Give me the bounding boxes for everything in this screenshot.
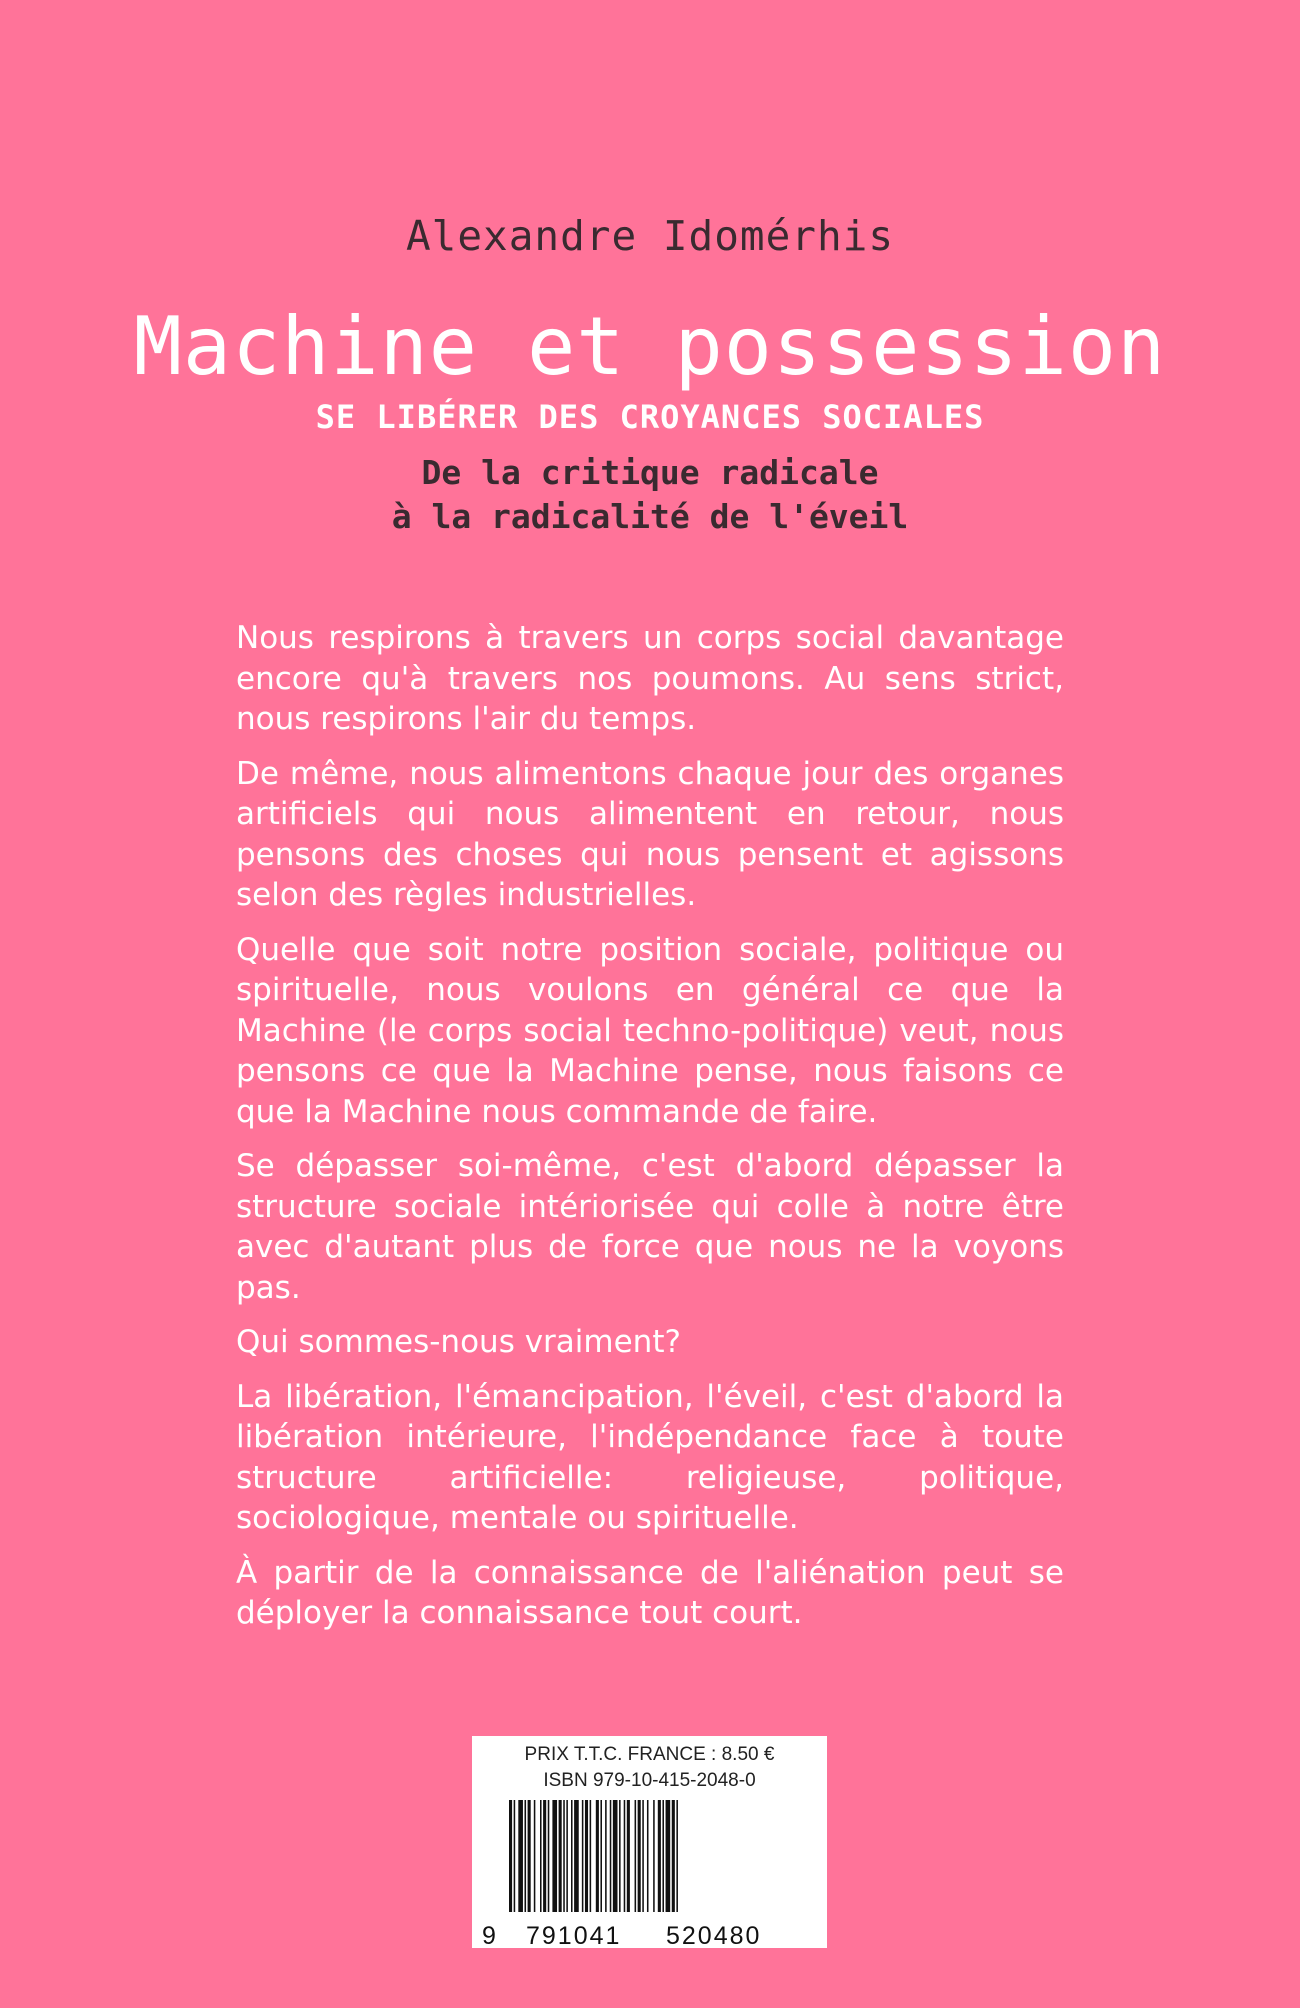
barcode-digit-first: 9	[482, 1922, 498, 1950]
tagline-line-2: à la radicalité de l'éveil	[391, 497, 909, 536]
blurb-paragraph: De même, nous alimentons chaque jour des organes artificiels qui nous alimentent en retour, nous pensons des choses qui nous pensent et agissons selon des règles industrielles.	[236, 755, 1064, 913]
book-subtitle: SE LIBÉRER DES CROYANCES SOCIALES	[315, 398, 985, 436]
isbn-label: ISBN 979-10-415-2048-0	[543, 1770, 756, 1791]
book-title: Machine et possession	[133, 300, 1167, 393]
barcode-digits-group-1: 791041	[526, 1922, 622, 1950]
blurb-paragraph: Nous respirons à travers un corps social davantage encore qu'à travers nos poumons. Au sens strict, nous respirons l'air du temps.	[236, 620, 1064, 737]
blurb-paragraph: À partir de la connaissance de l'aliénation peut se déployer la connaissance tout court.	[236, 1554, 1064, 1631]
author-name: Alexandre Idomérhis	[406, 212, 894, 260]
blurb-paragraph: Quelle que soit notre position sociale, politique ou spirituelle, nous voulons en général ce que la Machine (le corps social techno-politique) veut, nous pensons ce que la Machine pense, nous faisons ce que la Machine nous commande de faire.	[236, 931, 1064, 1130]
blurb	[236, 618, 1064, 1648]
blurb-paragraph: Qui sommes-nous vraiment?	[236, 1324, 681, 1360]
barcode-digits-group-2: 520480	[666, 1922, 762, 1950]
price-label: PRIX T.T.C. FRANCE : 8.50 €	[524, 1744, 775, 1765]
tagline-line-1: De la critique radicale	[421, 453, 879, 492]
price-isbn-box	[472, 1736, 827, 1948]
blurb-paragraph: La libération, l'émancipation, l'éveil, c'est d'abord la libération intérieure, l'indépendance face à toute structure artificielle: religieuse, politique, sociologique, mentale ou spirituelle.	[236, 1378, 1064, 1536]
barcode-icon	[509, 1800, 791, 1922]
tagline	[0, 451, 1300, 539]
blurb-paragraph: Se dépasser soi-même, c'est d'abord dépasser la structure sociale intériorisée qui colle à notre être avec d'autant plus de force que nous ne la voyons pas.	[236, 1148, 1064, 1306]
